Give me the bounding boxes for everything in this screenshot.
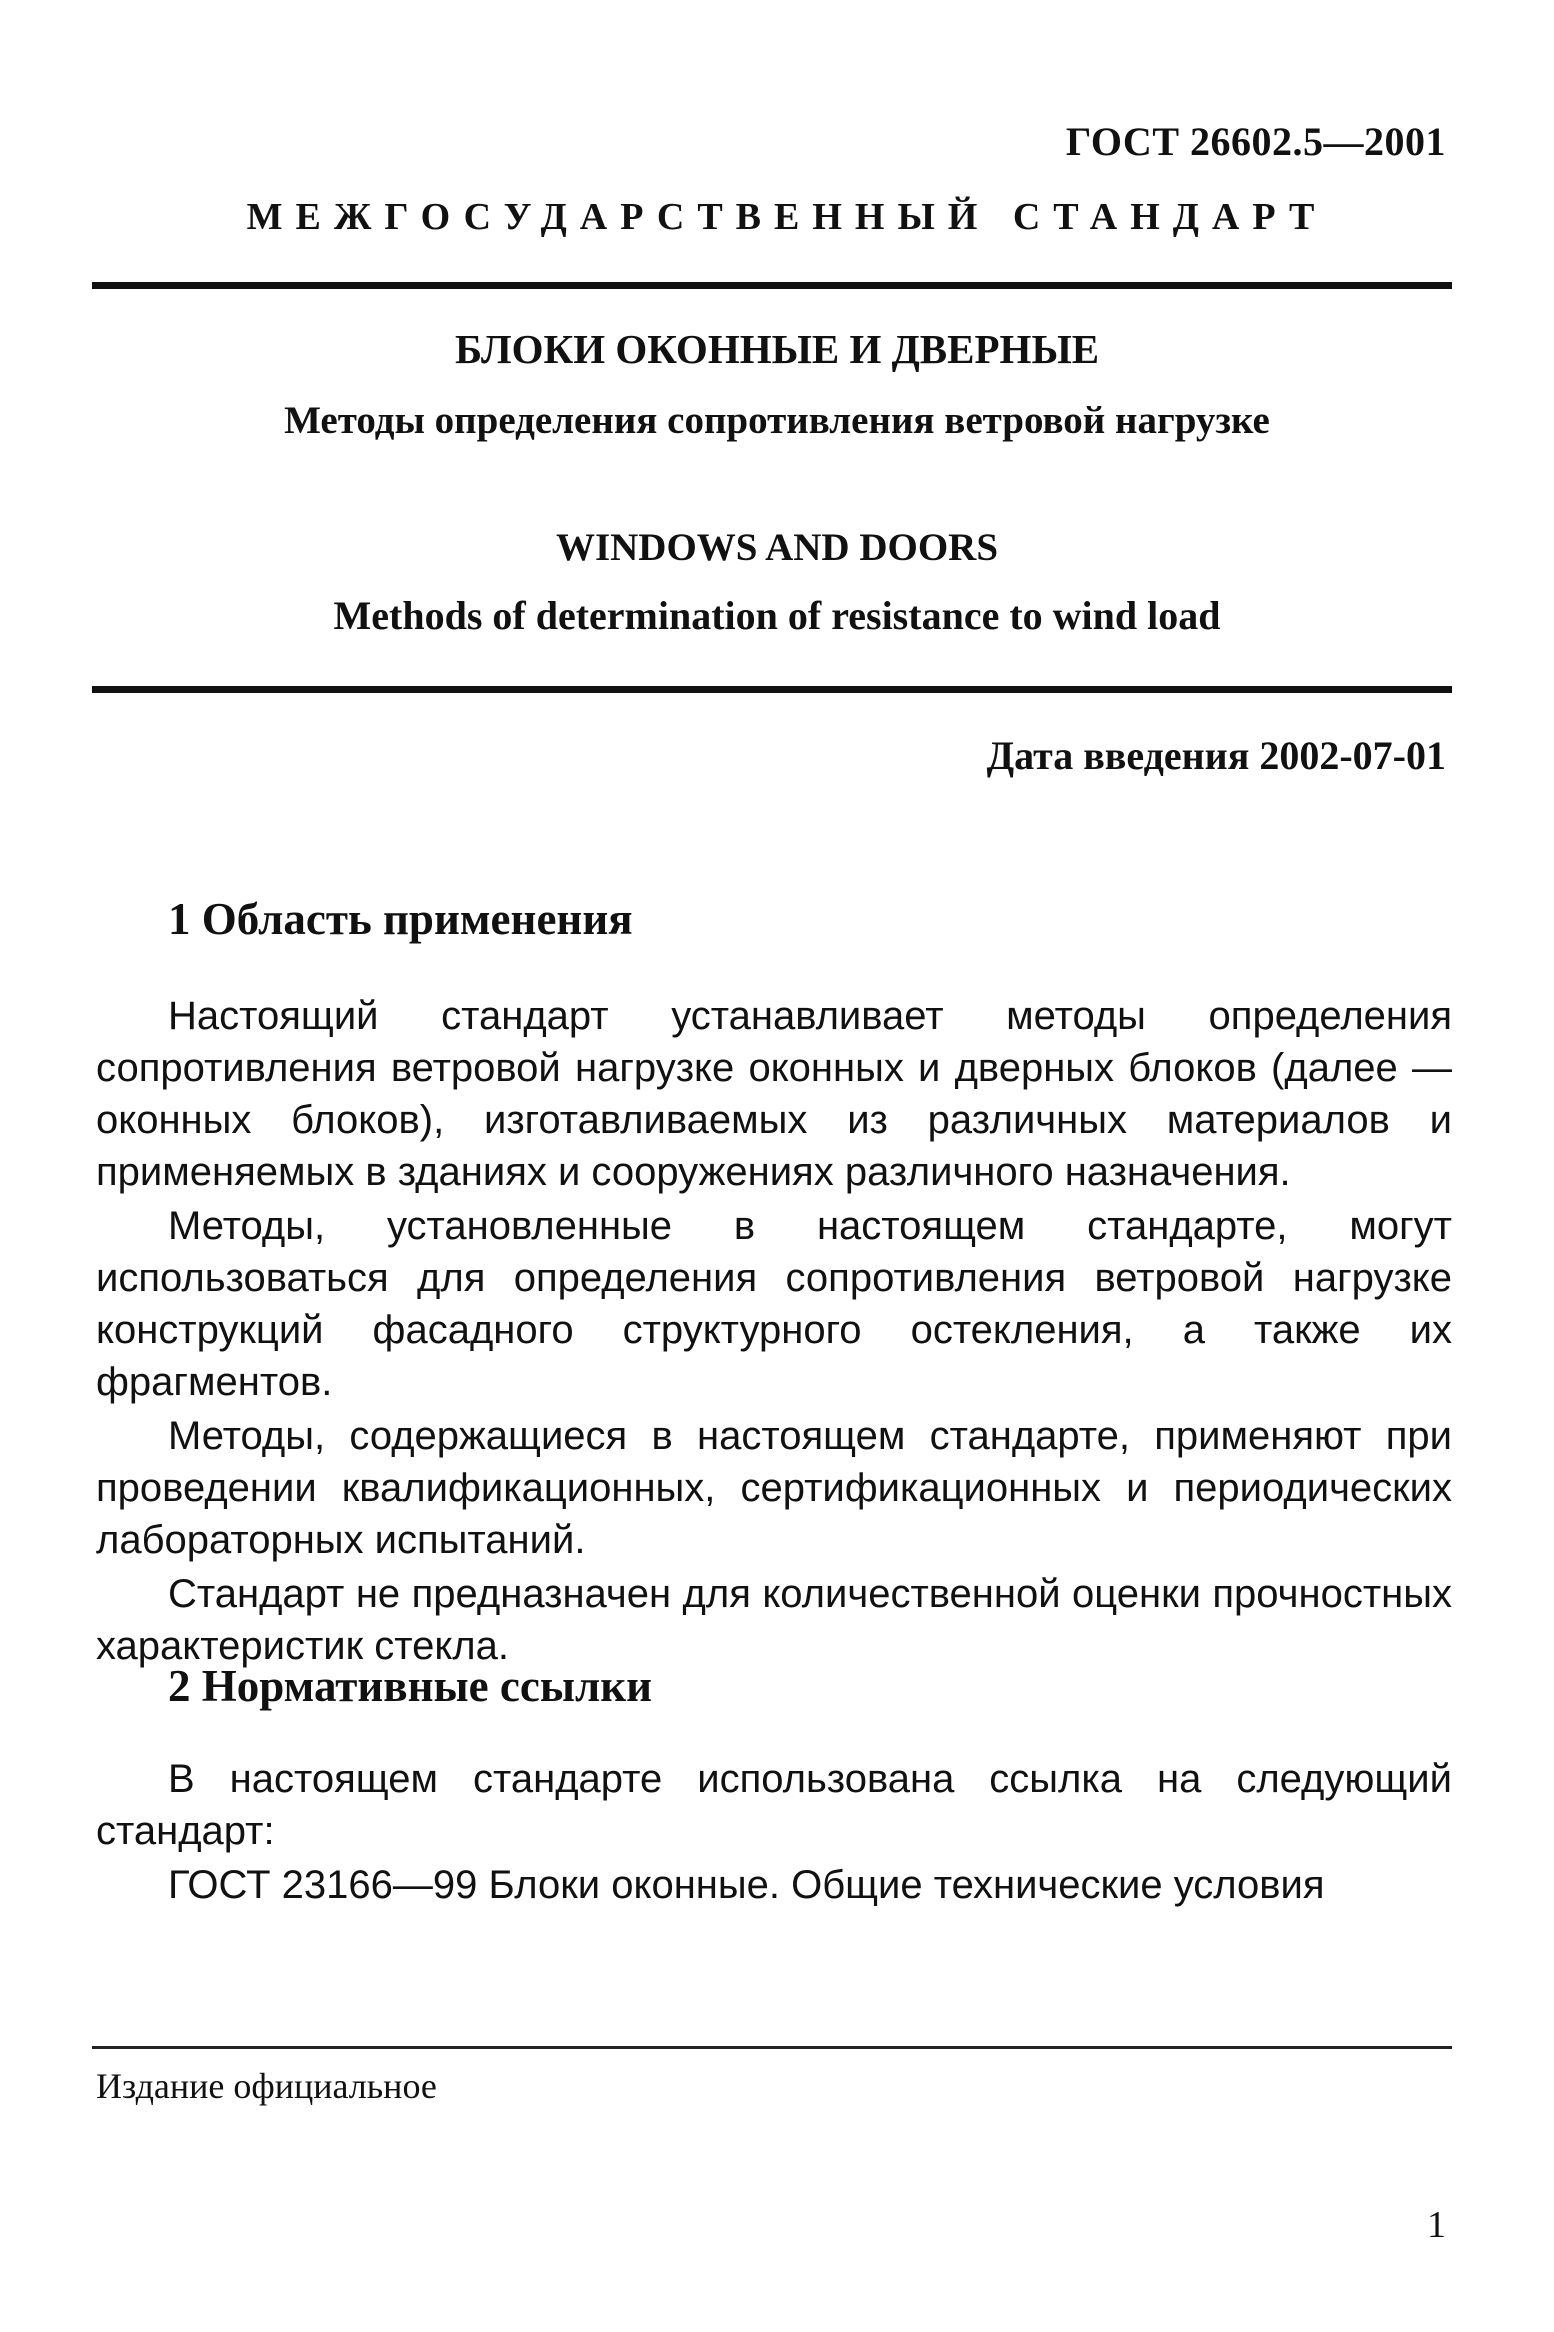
document-code: ГОСТ 26602.5—2001 [1065,119,1446,164]
subtitle-russian: Методы определения сопротивления ветровой нагрузке [284,399,1270,442]
referenced-standard: ГОСТ 23166—99 Блоки оконные. Общие технические условия [168,1863,1325,1907]
standard-category: МЕЖГОСУДАРСТВЕННЫЙ СТАНДАРТ [246,196,1328,238]
section-heading-references: 2 Нормативные ссылки [168,1661,653,1711]
title-english: WINDOWS AND DOORS [555,526,999,569]
title-divider [92,686,1452,693]
paragraph: В настоящем стандарте использована ссылка на следующий стандарт: [96,1757,1452,1853]
paragraph: Настоящий стандарт устанавливает методы определения сопротивления ветровой нагрузке оконных и дверных блоков (далее — оконных блоков), изготавливаемых из различных материалов и применяемых в зданиях и сооружениях различного назначения. [96,994,1452,1194]
subtitle-english: Methods of determination of resistance to wind load [333,593,1221,638]
edition-note: Издание официальное [96,2066,437,2106]
title-russian: БЛОКИ ОКОННЫЕ И ДВЕРНЫЕ [454,326,1100,372]
section-heading-scope: 1 Область применения [168,894,633,944]
paragraph: Методы, установленные в настоящем стандарте, могут использоваться для определения сопротивления ветровой нагрузке конструкций фасадного структурного остекления, а также их фрагментов. [96,1204,1452,1404]
page-number: 1 [1427,2204,1446,2246]
introduction-date: Дата введения 2002-07-01 [986,733,1446,778]
section-body-scope [96,990,1452,1672]
paragraph: Методы, содержащиеся в настоящем стандарте, применяют при проведении квалификационных, сертификационных и периодических лабораторных испытаний. [96,1414,1452,1562]
paragraph: Стандарт не предназначен для количественной оценки прочностных характеристик стекла. [96,1572,1452,1668]
header-divider [92,282,1452,289]
footer-divider [92,2046,1452,2049]
section-body-references [96,1753,1452,1911]
